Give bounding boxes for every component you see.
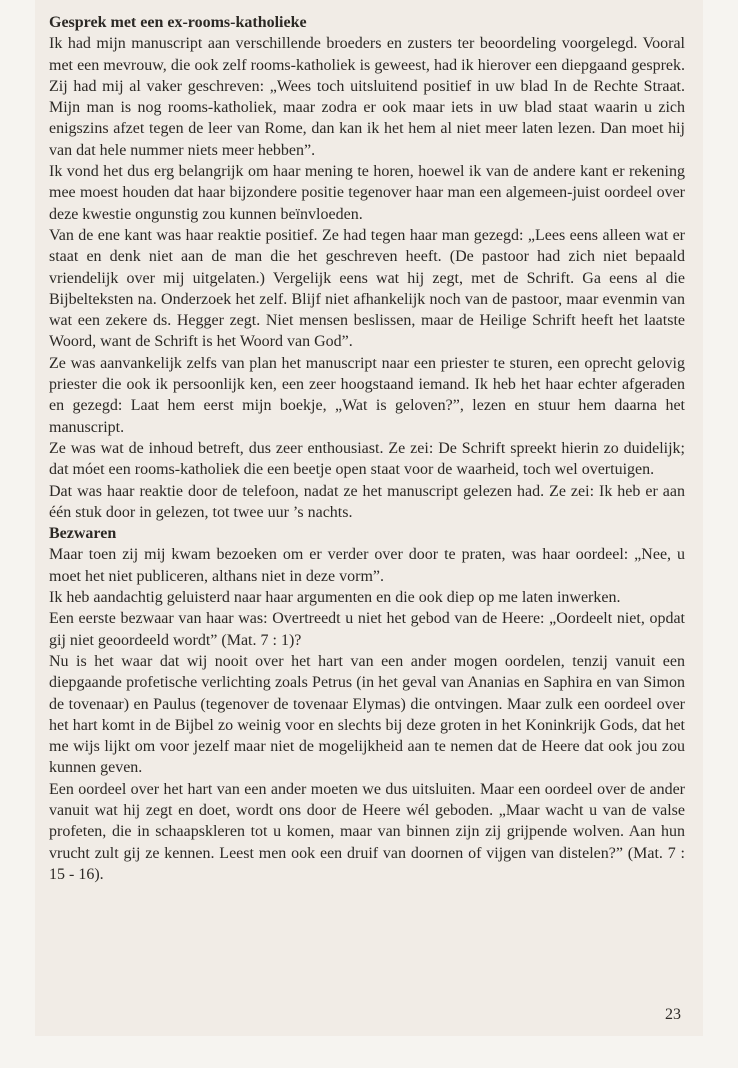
paragraph: Ze was wat de inhoud betreft, dus zeer enthousiast. Ze zei: De Schrift spreekt hierin zo duidelijk; dat móet een rooms-katholiek die een beetje open staat voor de waarheid, toch wel overtuigen.	[49, 439, 685, 479]
paragraph: Nu is het waar dat wij nooit over het hart van een ander mogen oordelen, tenzij vanuit een diepgaande profetische verlichting zoals Petrus (in het geval van Ananias en Saphira en van Simon de tovenaar) en Paulus (tegenover de tovenaar Elymas) die ontvingen. Maar zulk een oordeel over het hart komt in de Bijbel zo weinig voor en slechts bij deze groten in het Koninkrijk Gods, dat het me wijs lijkt om voor jezelf maar niet de mogelijkheid aan te nemen dat de Heere dat ook jou zou kunnen geven.	[49, 652, 685, 777]
paragraph: Ik had mijn manuscript aan verschillende broeders en zusters ter beoordeling voorgelegd. Vooral met een mevrouw, die ook zelf rooms-katholiek is geweest, had ik hierover een diepgaand gesprek. Zij had mij al vaker geschreven: „Wees toch uitsluitend positief in uw blad In de Rechte Straat. Mijn man is nog rooms-katholiek, maar zodra er ook maar iets in uw blad staat waarin u zich enigszins afzet tegen de leer van Rome, dan kan ik het hem al niet meer laten lezen. Dan moet hij van dat hele nummer niets meer hebben”.	[49, 35, 685, 159]
section-heading-conversation: Gesprek met een ex-rooms-katholieke	[49, 14, 307, 31]
paragraph: Een oordeel over het hart van een ander moeten we dus uitsluiten. Maar een oordeel over de ander vanuit wat hij zegt en doet, wordt ons door de Heere wél geboden. „Maar wacht u van de valse profeten, die in schaapskleren tot u komen, maar van binnen zijn zij grijpende wolven. Aan hun vrucht zult gij ze kennen. Leest men ook een druif van doornen of vijgen van distelen?” (Mat. 7 : 15 - 16).	[49, 780, 685, 883]
paragraph: Ik vond het dus erg belangrijk om haar mening te horen, hoewel ik van de andere kant er rekening mee moest houden dat haar bijzondere positie tegenover haar man een algemeen-juist oordeel over deze kwestie ongunstig zou kunnen beïnvloeden.	[49, 163, 685, 223]
paragraph: Maar toen zij mij kwam bezoeken om er verder over door te praten, was haar oordeel: „Nee, u moet het niet publiceren, althans niet in deze vorm”.	[49, 546, 685, 585]
page-number: 23	[665, 1006, 681, 1023]
paragraph: Ik heb aandachtig geluisterd naar haar argumenten en die ook diep op me laten inwerken.	[49, 589, 621, 607]
paragraph: Dat was haar reaktie door de telefoon, nadat ze het manuscript gelezen had. Ze zei: Ik heb er aan één stuk door in gelezen, tot twee uur ’s nachts.	[49, 482, 685, 521]
section-heading-objections: Bezwaren	[49, 525, 117, 543]
paragraph: Een eerste bezwaar van haar was: Overtreedt u niet het gebod van de Heere: „Oordeelt niet, opdat gij niet geoordeeld wordt” (Mat. 7 : 1)?	[49, 610, 685, 649]
book-page	[35, 0, 703, 1036]
paragraph: Van de ene kant was haar reaktie positief. Ze had tegen haar man gezegd: „Lees eens alleen wat er staat en denk niet aan de man die het geschreven heeft. (De pastoor had zich niet bepaald vriendelijk over mij uitgelaten.) Vergelijk eens wat hij zegt, met de Schrift. Ga eens al die Bijbelteksten na. Onderzoek het zelf. Blijf niet afhankelijk noch van de pastoor, maar evenmin van wat een zekere ds. Hegger zegt. Niet mensen beslissen, maar de Heilige Schrift heeft het laatste Woord, want de Schrift is het Woord van God”.	[49, 226, 685, 351]
paragraph: Ze was aanvankelijk zelfs van plan het manuscript naar een priester te sturen, een oprecht gelovig priester die ook ik persoonlijk ken, een zeer hoogstaand iemand. Ik heb het haar echter afgeraden en gezegd: Laat hem eerst mijn boekje, „Wat is geloven?”, lezen en stuur hem daarna het manuscript.	[49, 354, 685, 436]
